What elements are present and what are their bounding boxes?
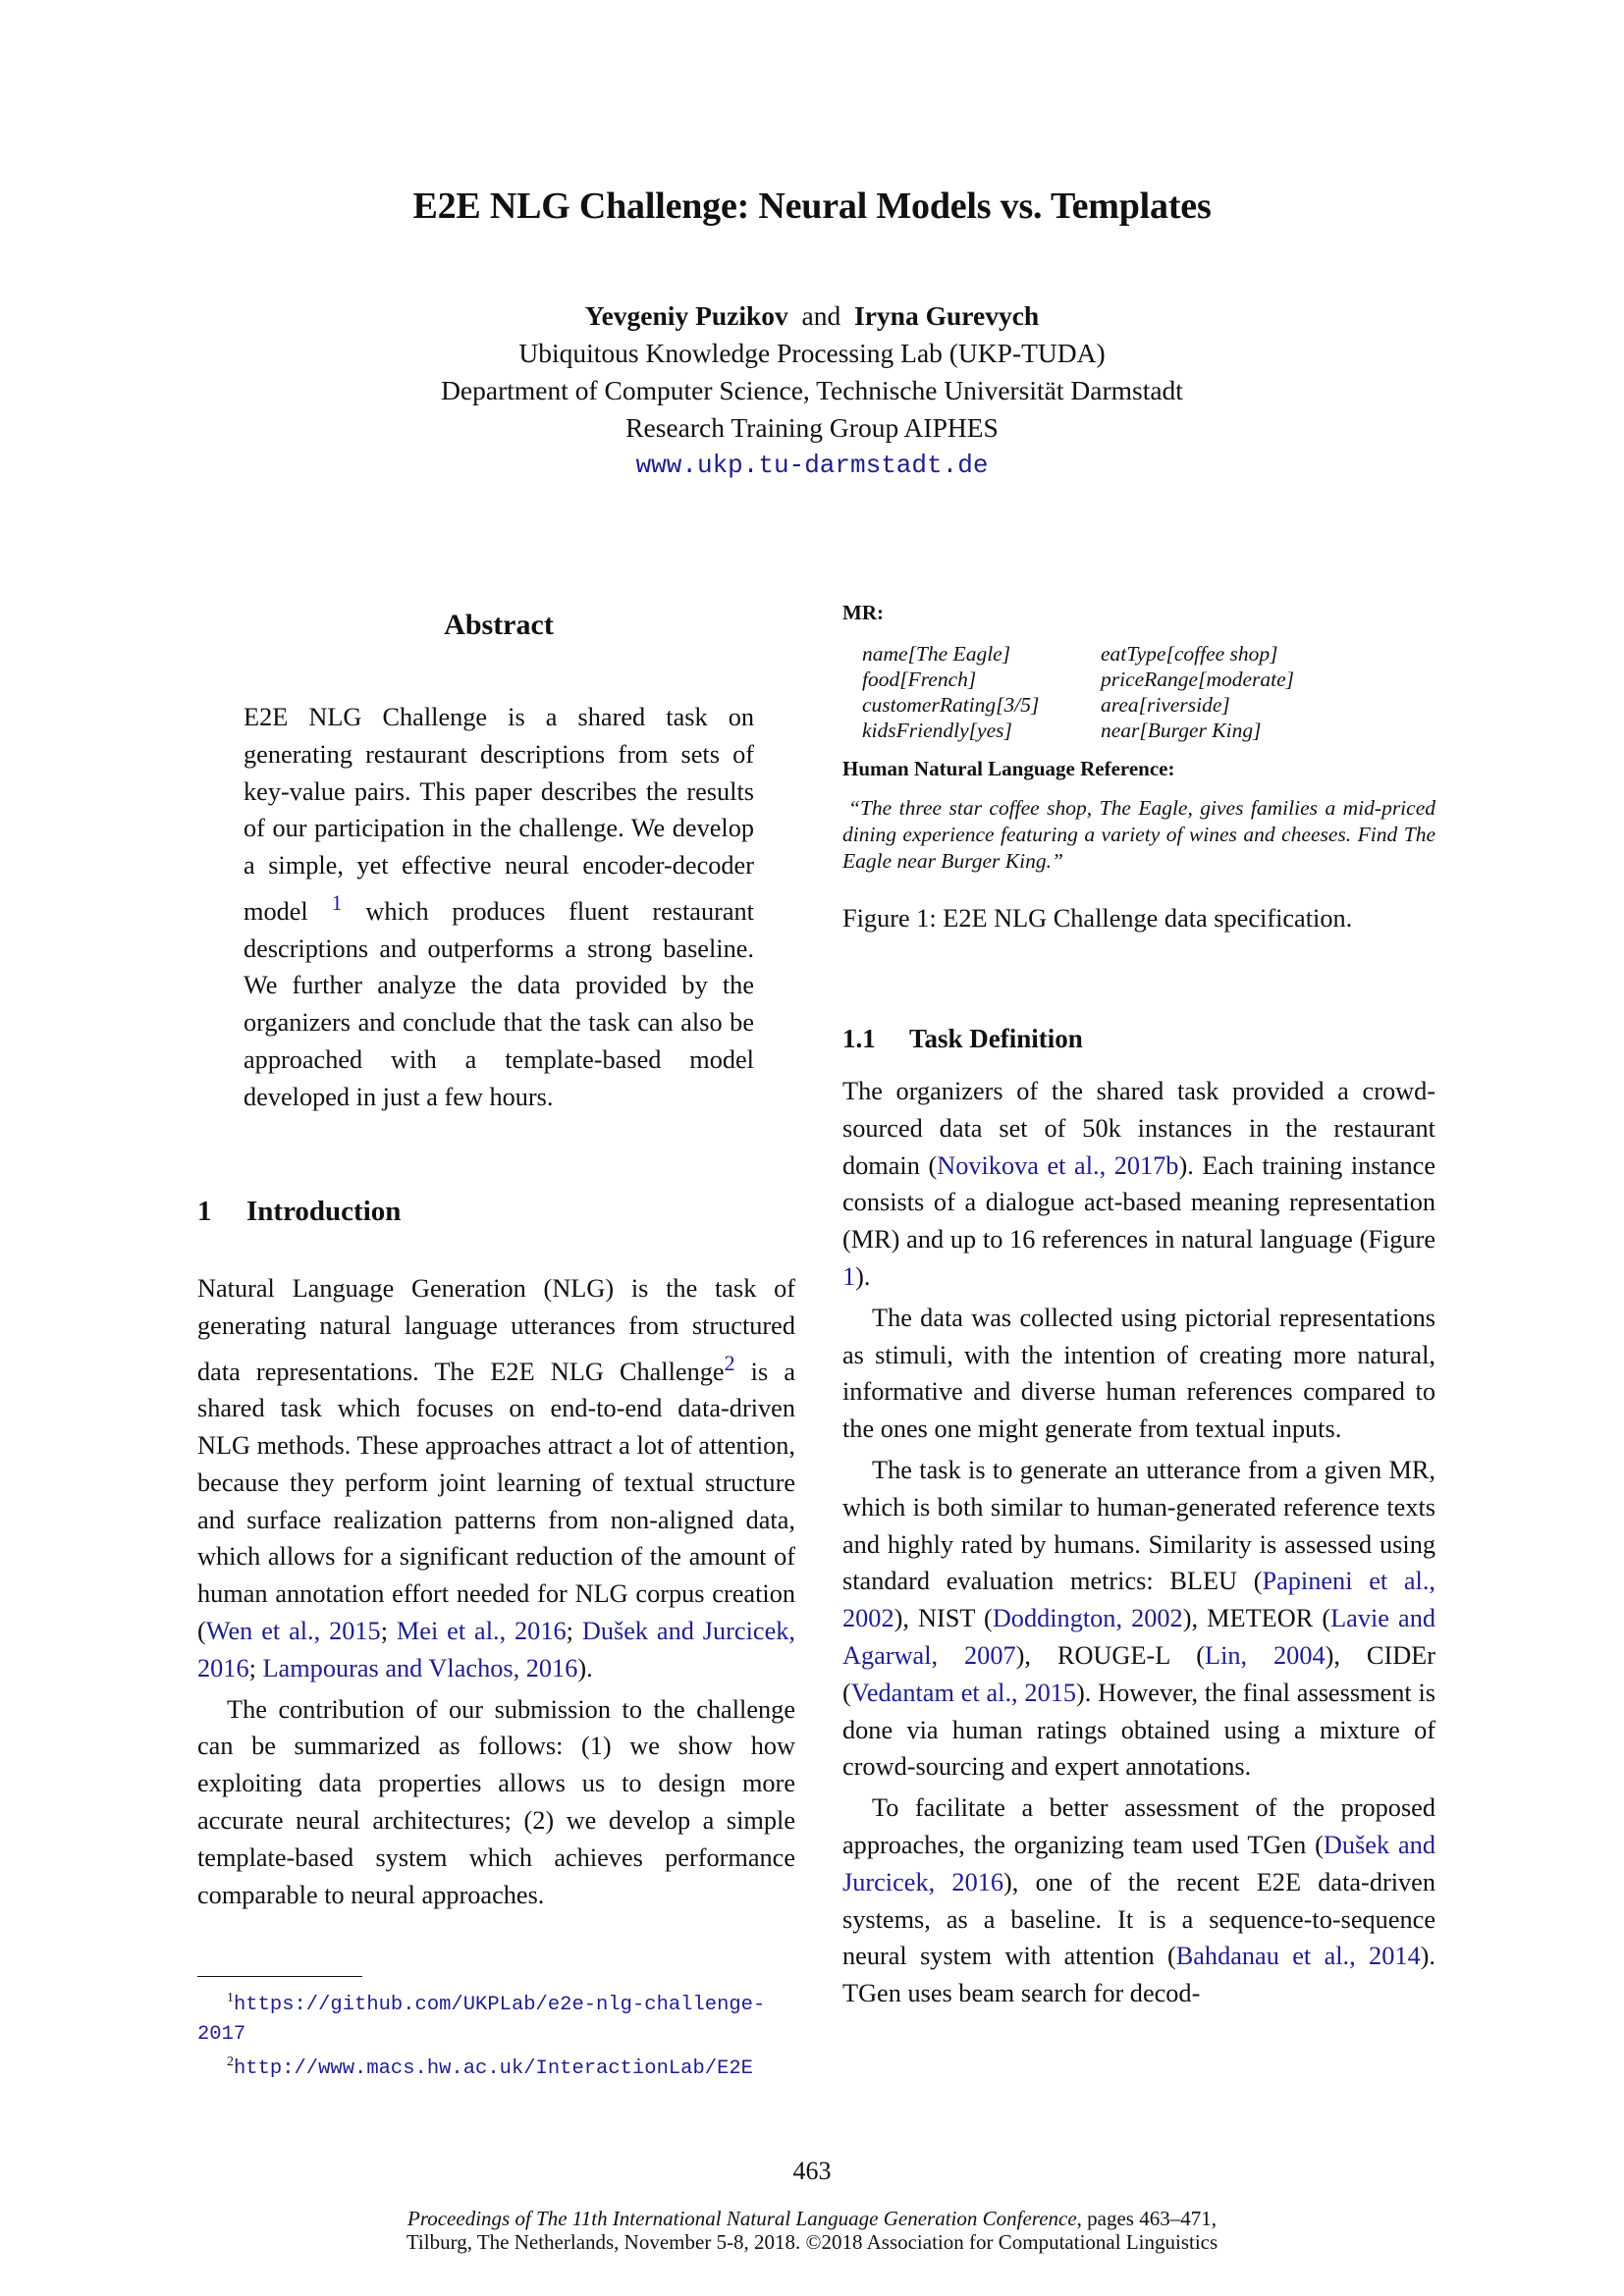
mr-table	[862, 641, 1435, 743]
author-2: Iryna Gurevych	[854, 300, 1040, 331]
paragraph: Natural Language Generation (NLG) is the task of generating natural language utterances from structured data representations. The E2E NLG Challenge$^2$ is a shared task which focuses on end-to-end data-driven NLG methods. These approaches attract a lot of attention, because they perform joint learning of textual structure and surface realization patterns from non-aligned data, which allows for a significant reduction of the amount of human annotation effort needed for NLG corpus creation (Wen et al., 2015; Mei et al., 2016; Dušek and Jurcicek, 2016; Lampouras and Vlachos, 2016).	[197, 1274, 795, 1682]
reference-label: Human Natural Language Reference:	[842, 757, 1175, 780]
footnote-2	[197, 2049, 795, 2083]
reference-text: “The three star coffee shop, The Eagle, gives families a mid-priced dining experience featuring a variety of wines and cheeses. Find The Eagle near Burger King.”	[842, 796, 1435, 873]
mr-item: near[Burger King]	[1101, 719, 1262, 742]
author-1: Yevgeniy Puzikov	[584, 300, 788, 331]
author-url-link[interactable]: www.ukp.tu-darmstadt.de	[635, 451, 989, 480]
mr-item: area[riverside]	[1101, 693, 1230, 717]
section-number: 1	[197, 1196, 212, 1227]
citation-link[interactable]: Wen et al., 2015	[205, 1616, 381, 1645]
introduction-body	[197, 1270, 795, 1913]
paper-title: E2E NLG Challenge: Neural Models vs. Templates	[412, 186, 1212, 227]
citation-link[interactable]: Papineni et al., 2002	[842, 1567, 1435, 1633]
section-number: 1.1	[842, 1024, 876, 1053]
footnote-ref-2[interactable]: 2	[724, 1350, 735, 1375]
author-names	[0, 297, 1624, 335]
footnote-divider	[197, 1976, 362, 1977]
venue-location-copyright: Tilburg, The Netherlands, November 5-8, 2018. ©2018 Association for Computational Linguistics	[406, 2230, 1218, 2254]
footnote-marker: 2	[227, 2054, 234, 2069]
footnote-url-link[interactable]: http://www.macs.hw.ac.uk/InteractionLab/E2E	[234, 2056, 753, 2080]
mr-item: eatType[coffee shop]	[1101, 642, 1278, 666]
figure-caption: Figure 1: E2E NLG Challenge data specification.	[842, 904, 1353, 933]
venue-name: Proceedings of The 11th International Natural Language Generation Conference	[407, 2207, 1077, 2230]
subsection-heading-task-definition	[842, 1024, 1083, 1054]
affiliation-line: Ubiquitous Knowledge Processing Lab (UKP-TUDA)	[518, 338, 1106, 368]
footnote-ref-1[interactable]: 1	[331, 889, 343, 915]
page-number: 463	[792, 2157, 832, 2185]
citation-link[interactable]: Lavie and Agarwal, 2007	[842, 1604, 1436, 1670]
footnote-url-link[interactable]: https://github.com/UKPLab/e2e-nlg-challenge-2017	[197, 1993, 766, 2046]
footnote-1	[197, 1985, 795, 2049]
task-definition-body	[842, 1073, 1435, 2012]
page-range: , pages 463–471,	[1076, 2207, 1217, 2230]
figure-ref-link[interactable]: 1	[842, 1261, 856, 1291]
section-heading-introduction	[197, 1196, 401, 1228]
footnote-marker: 1	[227, 1991, 234, 2005]
mr-item: kidsFriendly[yes]	[862, 719, 1012, 742]
citation-link[interactable]: Lampouras and Vlachos, 2016	[262, 1653, 578, 1682]
paragraph: The organizers of the shared task provided a crowd-sourced data set of 50k instances in the restaurant domain (Novikova et al., 2017b). Each training instance consists of a dialogue act-based meaning representation (MR) and up to 16 references in natural language (Figure 1).	[842, 1077, 1436, 1291]
section-title: Introduction	[246, 1196, 402, 1227]
citation-link[interactable]: Lin, 2004	[1205, 1640, 1326, 1670]
citation-link[interactable]: Bahdanau et al., 2014	[1175, 1942, 1421, 1971]
mr-label: MR:	[842, 601, 884, 624]
paragraph: The contribution of our submission to the challenge can be summarized as follows: (1) we show how exploiting data properties allows us to design more accurate neural architectures; (2) we develop a simple template-based system which achieves performance comparable to neural approaches.	[197, 1694, 795, 1909]
mr-item: name[The Eagle]	[862, 642, 1011, 666]
paragraph: To facilitate a better assessment of the proposed approaches, the organizing team used TGen (Dušek and Jurcicek, 2016), one of the recent E2E data-driven systems, as a baseline. It is a sequence-to-sequence neural system with attention (Bahdanau et al., 2014). TGen uses beam search for decod-	[842, 1793, 1435, 2008]
abstract-body	[244, 699, 754, 1116]
citation-link[interactable]: Dušek and Jurcicek, 2016	[197, 1616, 795, 1682]
affiliation-line: Department of Computer Science, Technische Universität Darmstadt	[441, 375, 1183, 405]
author-block	[0, 297, 1624, 484]
citation-link[interactable]: Dušek and Jurcicek, 2016	[842, 1830, 1435, 1896]
citation-link[interactable]: Novikova et al., 2017b	[937, 1150, 1179, 1180]
mr-item: priceRange[moderate]	[1101, 667, 1295, 691]
section-title: Task Definition	[909, 1024, 1083, 1053]
abstract-text: E2E NLG Challenge is a shared task on generating restaurant descriptions from sets of key-value pairs. This paper describes the results of our participation in the challenge. We develop a simple, yet effective neural encoder-decoder model	[244, 703, 754, 926]
figure-1	[842, 601, 1435, 934]
mr-item: customerRating[3/5]	[862, 693, 1040, 717]
abstract-text: which produces fluent restaurant descriptions and outperforms a strong baseline. We further analyze the data provided by the organizers and conclude that the task can also be approached with a template-based model developed in just a few hours.	[244, 896, 754, 1111]
citation-link[interactable]: Vedantam et al., 2015	[850, 1678, 1077, 1707]
citation-link[interactable]: Mei et al., 2016	[396, 1616, 567, 1645]
proceedings-footer	[0, 2207, 1624, 2254]
citation-link[interactable]: Doddington, 2002	[992, 1604, 1183, 1633]
paragraph: The data was collected using pictorial representations as stimuli, with the intention of creating more natural, informative and diverse human references compared to the ones one might generate from textual inputs.	[842, 1303, 1435, 1444]
footnotes	[197, 1985, 795, 2083]
paragraph: The task is to generate an utterance from a given MR, which is both similar to human-generated reference texts and highly rated by humans. Similarity is assessed using standard evaluation metrics: BLEU (Papineni et al., 2002), NIST (Doddington, 2002), METEOR (Lavie and Agarwal, 2007), ROUGE-L (Lin, 2004), CIDEr (Vedantam et al., 2015). However, the final assessment is done via human ratings obtained using a mixture of crowd-sourcing and expert annotations.	[842, 1455, 1436, 1782]
abstract-heading: Abstract	[444, 609, 554, 641]
mr-item: food[French]	[862, 667, 977, 691]
affiliation-line: Research Training Group AIPHES	[625, 412, 999, 443]
author-connector: and	[801, 300, 841, 331]
